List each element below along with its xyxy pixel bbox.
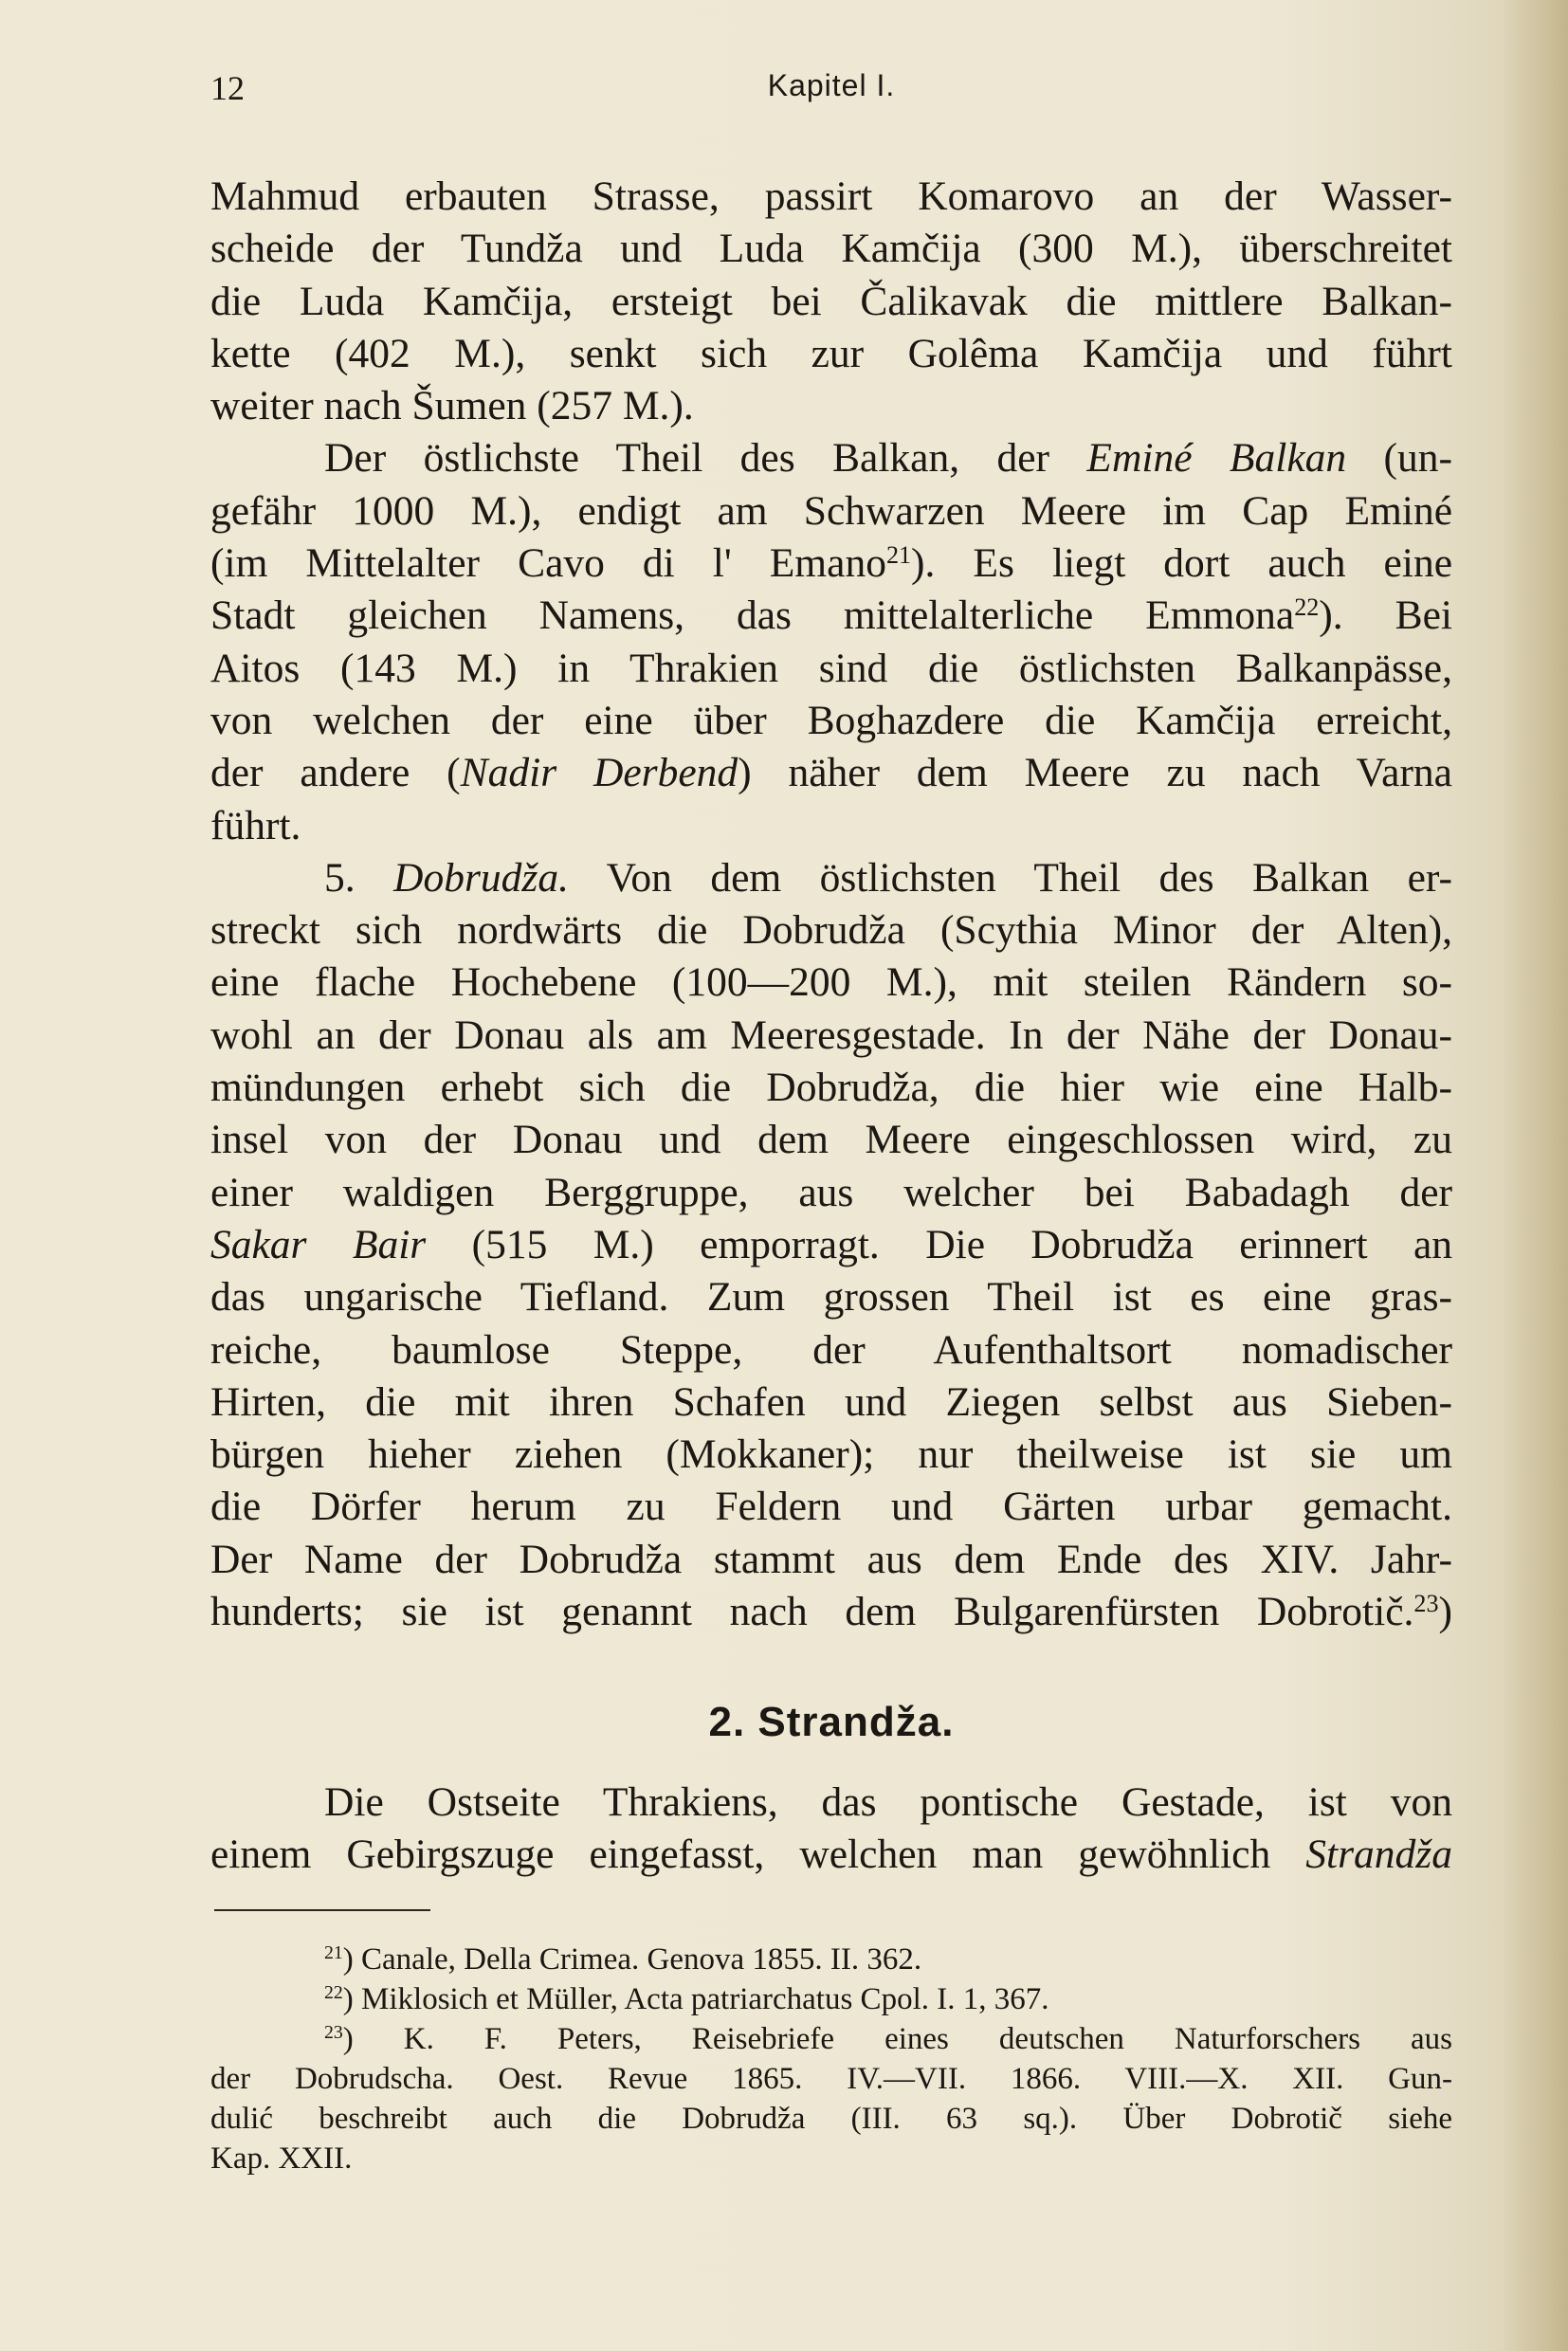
footnote-21 — [210, 1940, 1452, 1979]
text-line: bürgen hieher ziehen (Mokkaner); nur theilweise ist sie um — [210, 1431, 1452, 1478]
footnote-ref: 22 — [1294, 593, 1320, 622]
text-line: einer waldigen Berggruppe, aus welcher bei Babadagh der — [210, 1169, 1452, 1215]
text-run: hunderts; sie ist genannt nach dem Bulgarenfürsten Dobrotič. — [210, 1589, 1414, 1635]
text-run: 5. — [324, 854, 394, 901]
place-name: Sakar Bair — [210, 1221, 427, 1267]
text-line: Die Ostseite Thrakiens, das pontische Gestade, ist von — [324, 1779, 1452, 1825]
main-text — [210, 171, 1452, 1638]
text-line: Der Name der Dobrudža stammt aus dem Ende des XIV. Jahr- — [210, 1536, 1452, 1582]
text-line: weiter nach Šumen (257 M.). — [210, 383, 694, 429]
place-name: Strandža — [1305, 1832, 1452, 1878]
text-line: von welchen der eine über Boghazdere die Kamčija erreicht, — [210, 697, 1452, 743]
text-line — [210, 1219, 1452, 1271]
text-line: Mahmud erbauten Strasse, passirt Komarovo an der Wasser- — [210, 173, 1452, 219]
footnote-23 — [210, 2019, 1452, 2059]
text-line: streckt sich nordwärts die Dobrudža (Scythia Minor der Alten), — [210, 907, 1452, 954]
text-line — [210, 747, 1452, 799]
place-name: Nadir Derbend — [460, 750, 738, 796]
section-heading: 2. Strandža. — [708, 1699, 955, 1745]
footnote-mark: 23 — [324, 2022, 343, 2044]
text-run: einem Gebirgszuge eingefasst, welchen man gewöhnlich — [210, 1832, 1306, 1878]
text-line: mündungen erhebt sich die Dobrudža, die hier wie eine Halb- — [210, 1065, 1452, 1111]
text-line: kette (402 M.), senkt sich zur Golêma Kamčija und führt — [210, 330, 1452, 376]
text-line — [210, 590, 1452, 642]
text-run: ) — [1438, 1589, 1452, 1635]
text-line: insel von der Donau und dem Meere eingeschlossen wird, zu — [210, 1117, 1452, 1163]
text-line: Aitos (143 M.) in Thrakien sind die östlichsten Balkanpässe, — [210, 645, 1452, 691]
text-line: eine flache Hochebene (100—200 M.), mit steilen Rändern so- — [210, 959, 1452, 1006]
footnote-text: ) K. F. Peters, Reisebriefe eines deutschen Naturforschers aus — [342, 2022, 1452, 2056]
footnote-ref: 23 — [1413, 1589, 1439, 1617]
text-run: (im Mittelalter Cavo di l' Emano — [210, 540, 886, 587]
place-name: Dobrudža. — [393, 854, 569, 901]
text-line — [210, 852, 1452, 904]
text-run: Der östlichste Theil des Balkan, der — [324, 435, 1087, 482]
text-line: reiche, baumlose Steppe, der Aufenthaltsort nomadischer — [210, 1326, 1452, 1373]
section-text — [210, 1777, 1452, 1882]
text-run: ). Bei — [1319, 592, 1452, 639]
text-run: der andere ( — [210, 750, 461, 796]
footnote-mark: 21 — [324, 1942, 343, 1964]
text-line: die Dörfer herum zu Feldern und Gärten urbar gemacht. — [210, 1484, 1452, 1530]
footnote-text: ) Miklosich et Müller, Acta patriarchatus Cpol. I. 1, 367. — [342, 1982, 1049, 2016]
footnote-text-line: dulić beschreibt auch die Dobrudža (III. 63 sq.). Über Dobrotič siehe — [210, 2102, 1452, 2136]
text-run: ) näher dem Meere zu nach Varna — [738, 750, 1452, 796]
text-run: (515 M.) emporragt. Die Dobrudža erinnert an — [426, 1221, 1452, 1267]
place-name: Eminé Balkan — [1086, 435, 1347, 482]
footnotes — [210, 1940, 1452, 2178]
text-line: Hirten, die mit ihren Schafen und Ziegen selbst aus Sieben- — [210, 1378, 1452, 1425]
text-line: führt. — [210, 802, 301, 848]
text-run: (un- — [1346, 435, 1452, 482]
text-line — [210, 538, 1452, 590]
running-head — [210, 68, 1452, 116]
page-edge-shadow — [1502, 0, 1568, 2351]
text-line: wohl an der Donau als am Meeresgestade. In der Nähe der Donau- — [210, 1011, 1452, 1058]
text-run: Von dem östlichsten Theil des Balkan er- — [568, 854, 1452, 901]
footnote-text-line: Kap. XXII. — [210, 2141, 353, 2176]
text-line: die Luda Kamčija, ersteigt bei Čalikavak die mittlere Balkan- — [210, 278, 1452, 324]
footnote-mark: 22 — [324, 1982, 343, 2004]
text-line — [210, 1829, 1452, 1881]
text-line: scheide der Tundža und Luda Kamčija (300 M.), überschreitet — [210, 226, 1452, 272]
chapter-title: Kapitel I. — [767, 68, 896, 102]
footnote-text-line: der Dobrudscha. Oest. Revue 1865. IV.—VII. 1866. VIII.—X. XII. Gun- — [210, 2062, 1452, 2096]
text-line: das ungarische Tiefland. Zum grossen Theil ist es eine gras- — [210, 1274, 1452, 1321]
text-run: ). Es liegt dort auch eine — [911, 540, 1452, 587]
text-line — [210, 432, 1452, 484]
footnote-text: ) Canale, Della Crimea. Genova 1855. II. 362. — [342, 1942, 922, 1977]
text-run: Stadt gleichen Namens, das mittelalterliche Emmona — [210, 592, 1295, 639]
text-line: gefähr 1000 M.), endigt am Schwarzen Meere im Cap Eminé — [210, 487, 1452, 534]
footnote-22 — [210, 1979, 1452, 2019]
footnote-divider — [214, 1909, 430, 1911]
page-number: 12 — [210, 69, 245, 107]
footnote-ref: 21 — [885, 540, 912, 569]
text-line — [210, 1586, 1452, 1638]
